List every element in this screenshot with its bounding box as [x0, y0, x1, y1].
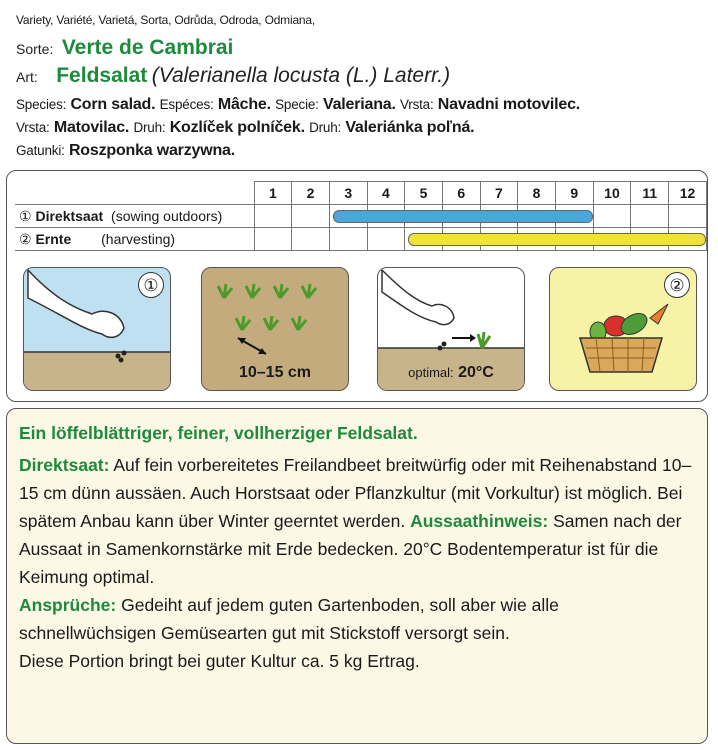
requirements-paragraph — [19, 591, 695, 647]
ansprueche-text: Gedeiht auf jedem guten Gartenboden, soll aber wie alle schnellwüchsigen Gemüsearten gut mit Stickstoff versorgt sein. — [19, 595, 559, 643]
step-two-badge: ② — [664, 272, 690, 298]
direktsaat-label: Direktsaat: — [19, 455, 110, 475]
month-cell — [254, 228, 292, 251]
tile-spacing — [201, 267, 349, 391]
temperature-prefix: optimal: — [408, 365, 454, 380]
yield-note: Diese Portion bringt bei guter Kultur ca. 5 kg Ertrag. — [19, 651, 420, 671]
month-label: 7 — [480, 182, 518, 205]
species-key: Specie: — [275, 97, 319, 112]
art-row — [16, 64, 450, 88]
species-key: Vrsta: — [16, 120, 50, 135]
tile-germination — [377, 267, 525, 391]
month-cell — [593, 205, 631, 228]
temperature-value: 20°C — [458, 364, 494, 381]
row-label — [15, 228, 254, 251]
row-name: Direktsaat — [35, 207, 104, 224]
month-cell — [631, 205, 669, 228]
month-label: 8 — [518, 182, 556, 205]
species-name: Feldsalat — [56, 64, 148, 87]
aussaat-text: Samen nach der Aussaat in Samenkornstärke mit Erde bedecken. 20°C Bodentemperatur ist für die Keimung optimal. — [19, 511, 682, 587]
direktsaat-text: Auf fein vorbereitetes Freilandbeet breitwürfig oder mit Reihenabstand 10–15 cm dünn aussäen. Auch Horstsaat oder Pflanzkultur (mit Vorkultur) ist möglich. Bei spätem Anbau kann über Winter geerntet werden. — [19, 455, 692, 531]
species-key: Espéces: — [159, 97, 214, 112]
species-value: Navadni motovilec. — [437, 96, 581, 113]
month-label: 5 — [405, 182, 443, 205]
description-box — [6, 408, 708, 744]
period-bar — [333, 210, 593, 223]
month-label: 9 — [555, 182, 593, 205]
description-body — [19, 451, 695, 591]
species-key: Gatunki: — [16, 143, 65, 158]
variety-name: Verte de Cambrai — [61, 36, 234, 59]
species-value: Valeriana. — [323, 96, 396, 113]
ansprueche-label: Ansprüche: — [19, 595, 117, 615]
month-cell — [669, 205, 707, 228]
art-label: Art: — [16, 69, 38, 85]
tile-sowing — [23, 267, 171, 391]
month-cell — [405, 228, 443, 251]
species-value: Corn salad. — [70, 96, 156, 113]
month-label: 12 — [669, 182, 707, 205]
species-line-1 — [16, 96, 580, 114]
species-line-2 — [16, 119, 474, 137]
calendar-corner — [15, 182, 254, 205]
month-cell — [329, 228, 367, 251]
month-label: 10 — [593, 182, 631, 205]
step-number: ① — [19, 207, 32, 224]
calendar-row-sowing — [15, 205, 707, 228]
row-translation: (sowing outdoors) — [111, 207, 223, 224]
month-cell — [367, 228, 405, 251]
month-label: 11 — [631, 182, 669, 205]
latin-name: (Valerianella locusta (L.) Laterr.) — [151, 64, 451, 87]
species-value: Matovilac. — [53, 119, 130, 136]
species-value: Mâche. — [217, 96, 271, 113]
variety-line: Variety, Variété, Varietá, Sorta, Odrůda, Odroda, Odmiana, — [16, 13, 315, 27]
description-headline: Ein löffelblättriger, feiner, vollherziger Feldsalat. — [19, 423, 418, 443]
period-bar — [408, 233, 706, 246]
sorte-row — [16, 36, 233, 60]
row-label — [15, 205, 254, 228]
sorte-label: Sorte: — [16, 41, 54, 57]
month-cell — [292, 205, 330, 228]
month-cell — [329, 205, 367, 228]
month-label: 6 — [442, 182, 480, 205]
row-translation: (harvesting) — [101, 230, 176, 247]
calendar-row-harvest — [15, 228, 707, 251]
row-spacing-caption: 10–15 cm — [238, 364, 312, 381]
step-one-badge: ① — [138, 272, 164, 298]
step-number: ② — [19, 230, 32, 247]
species-key: Druh: — [309, 120, 342, 135]
month-cell — [292, 228, 330, 251]
month-label: 3 — [329, 182, 367, 205]
aussaat-label: Aussaathinweis: — [410, 511, 549, 531]
species-key: Druh: — [133, 120, 166, 135]
month-header-row — [15, 182, 707, 205]
species-value: Kozlíček polníček. — [169, 119, 305, 136]
species-value: Roszponka warzywna. — [68, 142, 235, 159]
month-calendar — [15, 181, 707, 251]
species-key: Species: — [16, 97, 67, 112]
temperature-caption — [378, 364, 524, 382]
species-key: Vrsta: — [399, 97, 434, 112]
month-label: 2 — [292, 182, 330, 205]
species-line-3 — [16, 142, 235, 160]
tile-harvest — [549, 267, 697, 391]
month-label: 4 — [367, 182, 405, 205]
row-name: Ernte — [35, 230, 72, 247]
sowing-calendar-panel — [6, 170, 708, 402]
month-label: 1 — [254, 182, 292, 205]
species-value: Valeriánka poľná. — [345, 119, 475, 136]
month-cell — [254, 205, 292, 228]
